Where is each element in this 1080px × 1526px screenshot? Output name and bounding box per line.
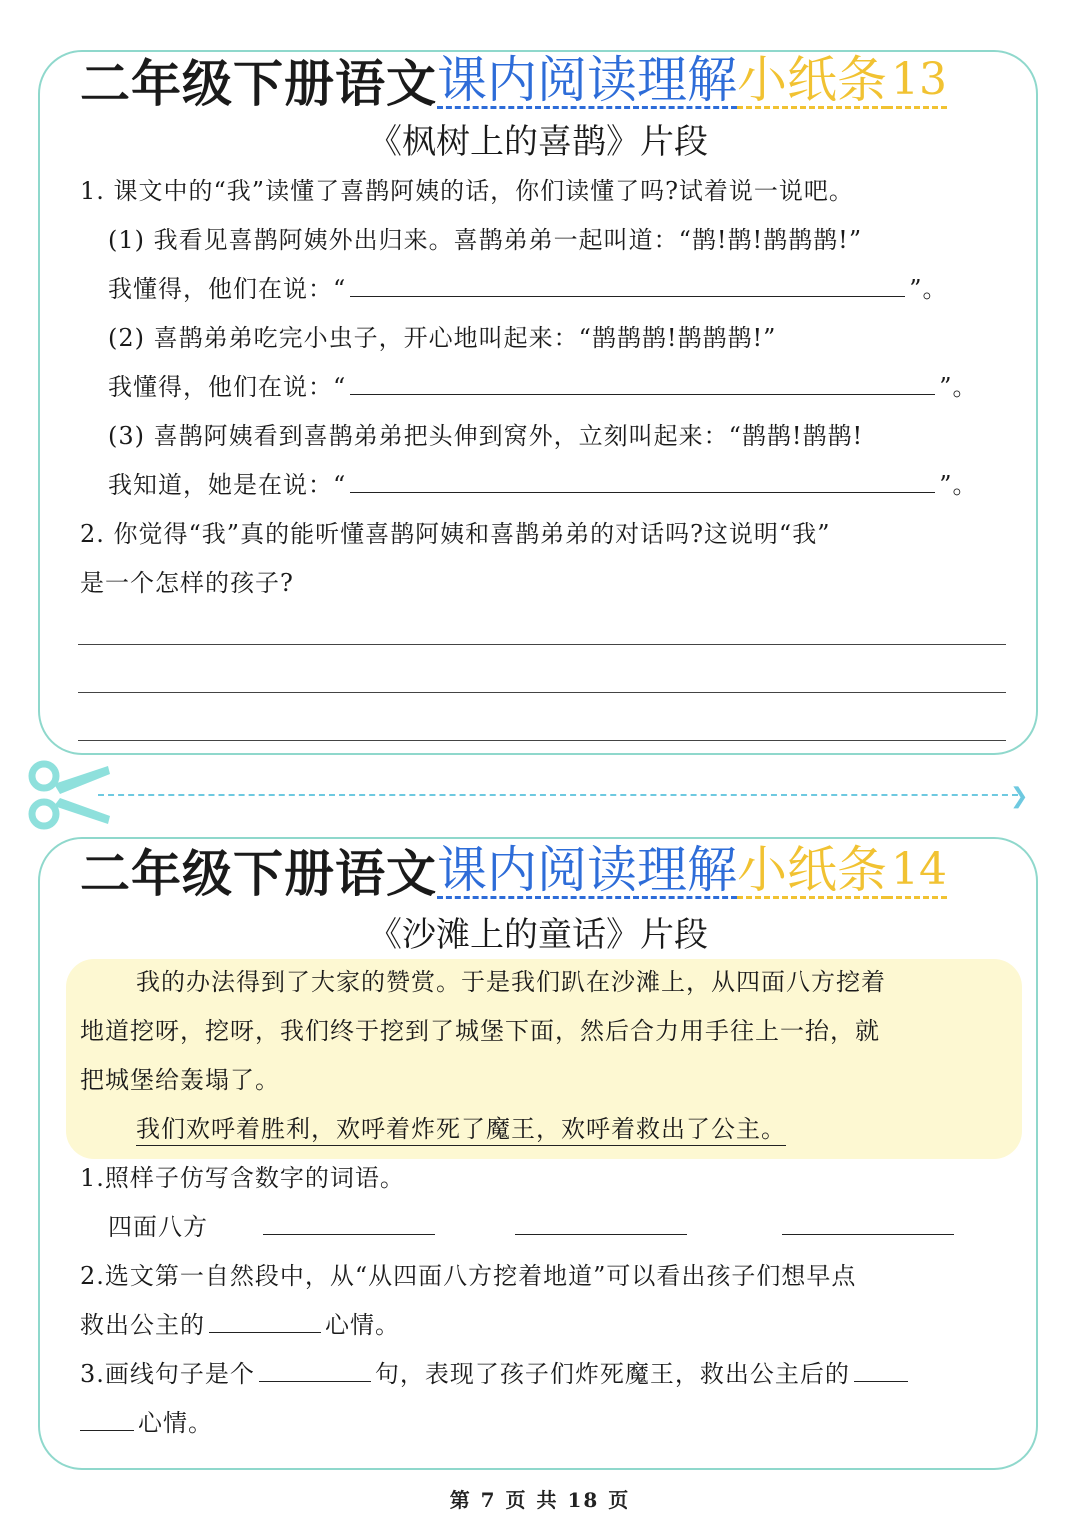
feeling-blank[interactable]	[209, 1310, 321, 1333]
answer-line[interactable]	[78, 692, 1006, 693]
card-header	[80, 51, 947, 114]
question-2-line-1: 2. 你觉得“我”真的能听懂喜鹊阿姨和喜鹊弟弟的对话吗?这说明“我”	[80, 520, 831, 548]
question-1-2-prompt: (2) 喜鹊弟弟吃完小虫子，开心地叫起来：“鹊鹊鹊!鹊鹊鹊!”	[108, 324, 777, 352]
question-1-2-answer	[108, 370, 978, 404]
answer-prefix: 我知道，她是在说：“	[108, 471, 347, 499]
card-header	[80, 841, 947, 904]
title-reading: 课内阅读理解	[437, 51, 737, 109]
lesson-title: 《沙滩上的童话》片段	[368, 915, 708, 955]
scissors-icon	[24, 758, 114, 834]
title-note: 小纸条	[737, 51, 887, 109]
question-text: 心情。	[325, 1311, 400, 1339]
question-3-line-2	[80, 1406, 213, 1440]
question-1: 1. 课文中的“我”读懂了喜鹊阿姨的话，你们读懂了吗?试着说一说吧。	[80, 177, 854, 205]
title-number: 13	[887, 54, 947, 109]
passage-line-1: 我的办法得到了大家的赞赏。于是我们趴在沙滩上，从四面八方挖着	[136, 968, 886, 996]
example-word: 四面八方	[108, 1213, 208, 1241]
answer-blank[interactable]	[350, 274, 905, 297]
title-number: 14	[887, 844, 947, 899]
word-blank-3[interactable]	[782, 1212, 954, 1235]
page-number: 第 7 页 共 18 页	[449, 1488, 631, 1512]
sentence-type-blank[interactable]	[259, 1359, 371, 1382]
question-text: 句，表现了孩子们炸死魔王，救出公主后的	[374, 1360, 850, 1388]
answer-suffix: ”。	[939, 373, 978, 401]
question-2-line-2: 是一个怎样的孩子?	[80, 569, 294, 597]
title-grade: 二年级下册语文	[80, 844, 437, 903]
question-2-line-1: 2.选文第一自然段中，从“从四面八方挖着地道”可以看出孩子们想早点	[80, 1262, 857, 1290]
feeling-blank-part-1[interactable]	[854, 1359, 908, 1382]
cut-line	[98, 794, 1018, 796]
worksheet-card-14	[38, 837, 1038, 1470]
answer-blank[interactable]	[350, 372, 935, 395]
title-grade: 二年级下册语文	[80, 54, 437, 113]
question-text: 心情。	[138, 1409, 213, 1437]
answer-suffix: ”。	[939, 471, 978, 499]
question-3-line-1	[80, 1357, 912, 1391]
lesson-title: 《枫树上的喜鹊》片段	[368, 122, 708, 162]
feeling-blank-part-2[interactable]	[80, 1408, 134, 1431]
question-text: 3.画线句子是个	[80, 1360, 255, 1388]
question-1-3-prompt: (3) 喜鹊阿姨看到喜鹊弟弟把头伸到窝外，立刻叫起来：“鹊鹊!鹊鹊!	[108, 422, 864, 450]
question-1-1-answer	[108, 272, 948, 306]
answer-line[interactable]	[78, 740, 1006, 741]
arrow-right-icon: ❯	[1010, 784, 1029, 809]
question-1-3-answer	[108, 468, 978, 502]
title-note: 小纸条	[737, 841, 887, 899]
answer-line[interactable]	[78, 644, 1006, 645]
answer-prefix: 我懂得，他们在说：“	[108, 373, 347, 401]
passage-line-2: 地道挖呀，挖呀，我们终于挖到了城堡下面，然后合力用手往上一抬，就	[80, 1017, 880, 1045]
underlined-text: 我们欢呼着胜利，欢呼着炸死了魔王，欢呼着救出了公主。	[136, 1115, 786, 1146]
question-1-1-prompt: (1) 我看见喜鹊阿姨外出归来。喜鹊弟弟一起叫道：“鹊!鹊!鹊鹊鹊!”	[108, 226, 863, 254]
passage-underlined-sentence	[136, 1112, 786, 1146]
question-1-answers	[108, 1210, 958, 1244]
question-2-line-2	[80, 1308, 400, 1342]
passage-line-3: 把城堡给轰塌了。	[80, 1066, 280, 1094]
word-blank-1[interactable]	[263, 1212, 435, 1235]
question-text: 救出公主的	[80, 1311, 205, 1339]
answer-blank[interactable]	[350, 470, 935, 493]
worksheet-card-13	[38, 50, 1038, 755]
answer-prefix: 我懂得，他们在说：“	[108, 275, 347, 303]
answer-suffix: ”。	[909, 275, 948, 303]
title-reading: 课内阅读理解	[437, 841, 737, 899]
word-blank-2[interactable]	[515, 1212, 687, 1235]
question-1: 1.照样子仿写含数字的词语。	[80, 1164, 405, 1192]
